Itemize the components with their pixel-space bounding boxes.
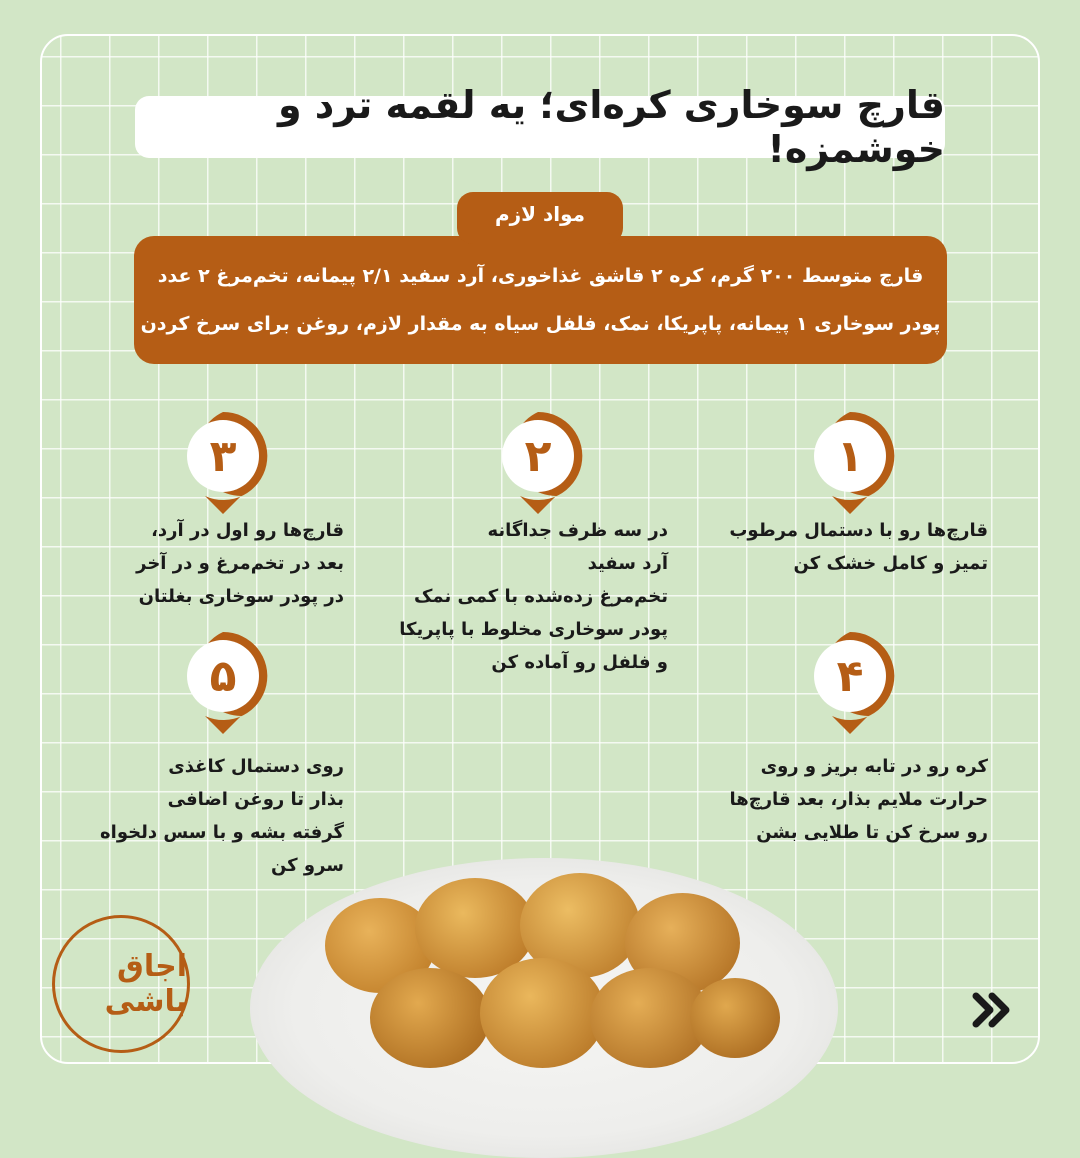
- food-plate-image: [250, 858, 838, 1158]
- step-5-line: سرو کن: [270, 855, 344, 876]
- step-5-line: گرفته بشه و با سس دلخواه: [100, 822, 344, 843]
- step-5-line: روی دستمال کاغذی: [168, 756, 344, 777]
- step-5-number: ۵: [209, 650, 237, 702]
- step-2-line: تخم‌مرغ زده‌شده با کمی نمک: [413, 586, 668, 607]
- page-title: [135, 83, 945, 171]
- step-4-line: رو سرخ کن تا طلایی بشن: [756, 822, 988, 843]
- step-4-line: حرارت ملایم بذار، بعد قارچ‌ها: [729, 789, 988, 810]
- step-2-text: [368, 514, 668, 679]
- page-title-text: قارچ سوخاری کره‌ای؛ یه لقمه ترد و خوشمزه!: [277, 83, 945, 171]
- ingredients-label: [457, 192, 623, 244]
- step-3-line: بعد در تخم‌مرغ و در آخر: [136, 553, 344, 574]
- double-chevron-right-icon[interactable]: [970, 990, 1014, 1030]
- step-5-pin-icon: [175, 630, 271, 736]
- step-1-pin-icon: [802, 410, 898, 516]
- step-5-line: بذار تا روغن اضافی: [167, 789, 344, 810]
- step-2-line: پودر سوخاری مخلوط با پاپریکا: [399, 619, 668, 640]
- step-2-pin-icon: [490, 410, 586, 516]
- ingredients-label-text: مواد لازم: [494, 202, 586, 226]
- step-2-line: در سه ظرف جداگانه: [487, 520, 668, 541]
- step-3-pin-icon: [175, 410, 271, 516]
- step-3-line: قارچ‌ها رو اول در آرد،: [151, 520, 344, 541]
- step-2-line: آرد سفید: [587, 553, 668, 574]
- step-3-number: ۳: [209, 430, 237, 482]
- brand-logo: [52, 915, 190, 1053]
- step-4-pin-icon: [802, 630, 898, 736]
- step-3-text: [44, 514, 344, 613]
- ingredients-line: پودر سوخاری ۱ پیمانه، پاپریکا، نمک، فلفل سیاه به مقدار لازم، روغن برای سرخ کردن: [140, 313, 941, 335]
- step-4-text: [688, 750, 988, 849]
- step-5-text: [44, 750, 344, 882]
- ingredients-line: قارچ متوسط ۲۰۰ گرم، کره ۲ قاشق غذاخوری، آرد سفید ۲/۱ پیمانه، تخم‌مرغ ۲ عدد: [157, 265, 924, 287]
- step-1-line: تمیز و کامل خشک کن: [793, 553, 988, 574]
- step-3-line: در پودر سوخاری بغلتان: [138, 586, 344, 607]
- fried-mushroom: [690, 978, 780, 1058]
- brand-logo-text: اجاق باشی: [104, 949, 187, 1019]
- step-1-number: ۱: [836, 430, 864, 482]
- step-1-text: [688, 514, 988, 580]
- step-1-line: قارچ‌ها رو با دستمال مرطوب: [729, 520, 988, 541]
- step-4-line: کره رو در تابه بریز و روی: [760, 756, 988, 777]
- step-2-line: و فلفل رو آماده کن: [491, 652, 668, 673]
- step-2-number: ۲: [524, 430, 552, 482]
- fried-mushroom: [480, 958, 605, 1068]
- ingredients-panel: [134, 236, 947, 364]
- step-4-number: ۴: [836, 650, 864, 702]
- fried-mushroom: [370, 968, 490, 1068]
